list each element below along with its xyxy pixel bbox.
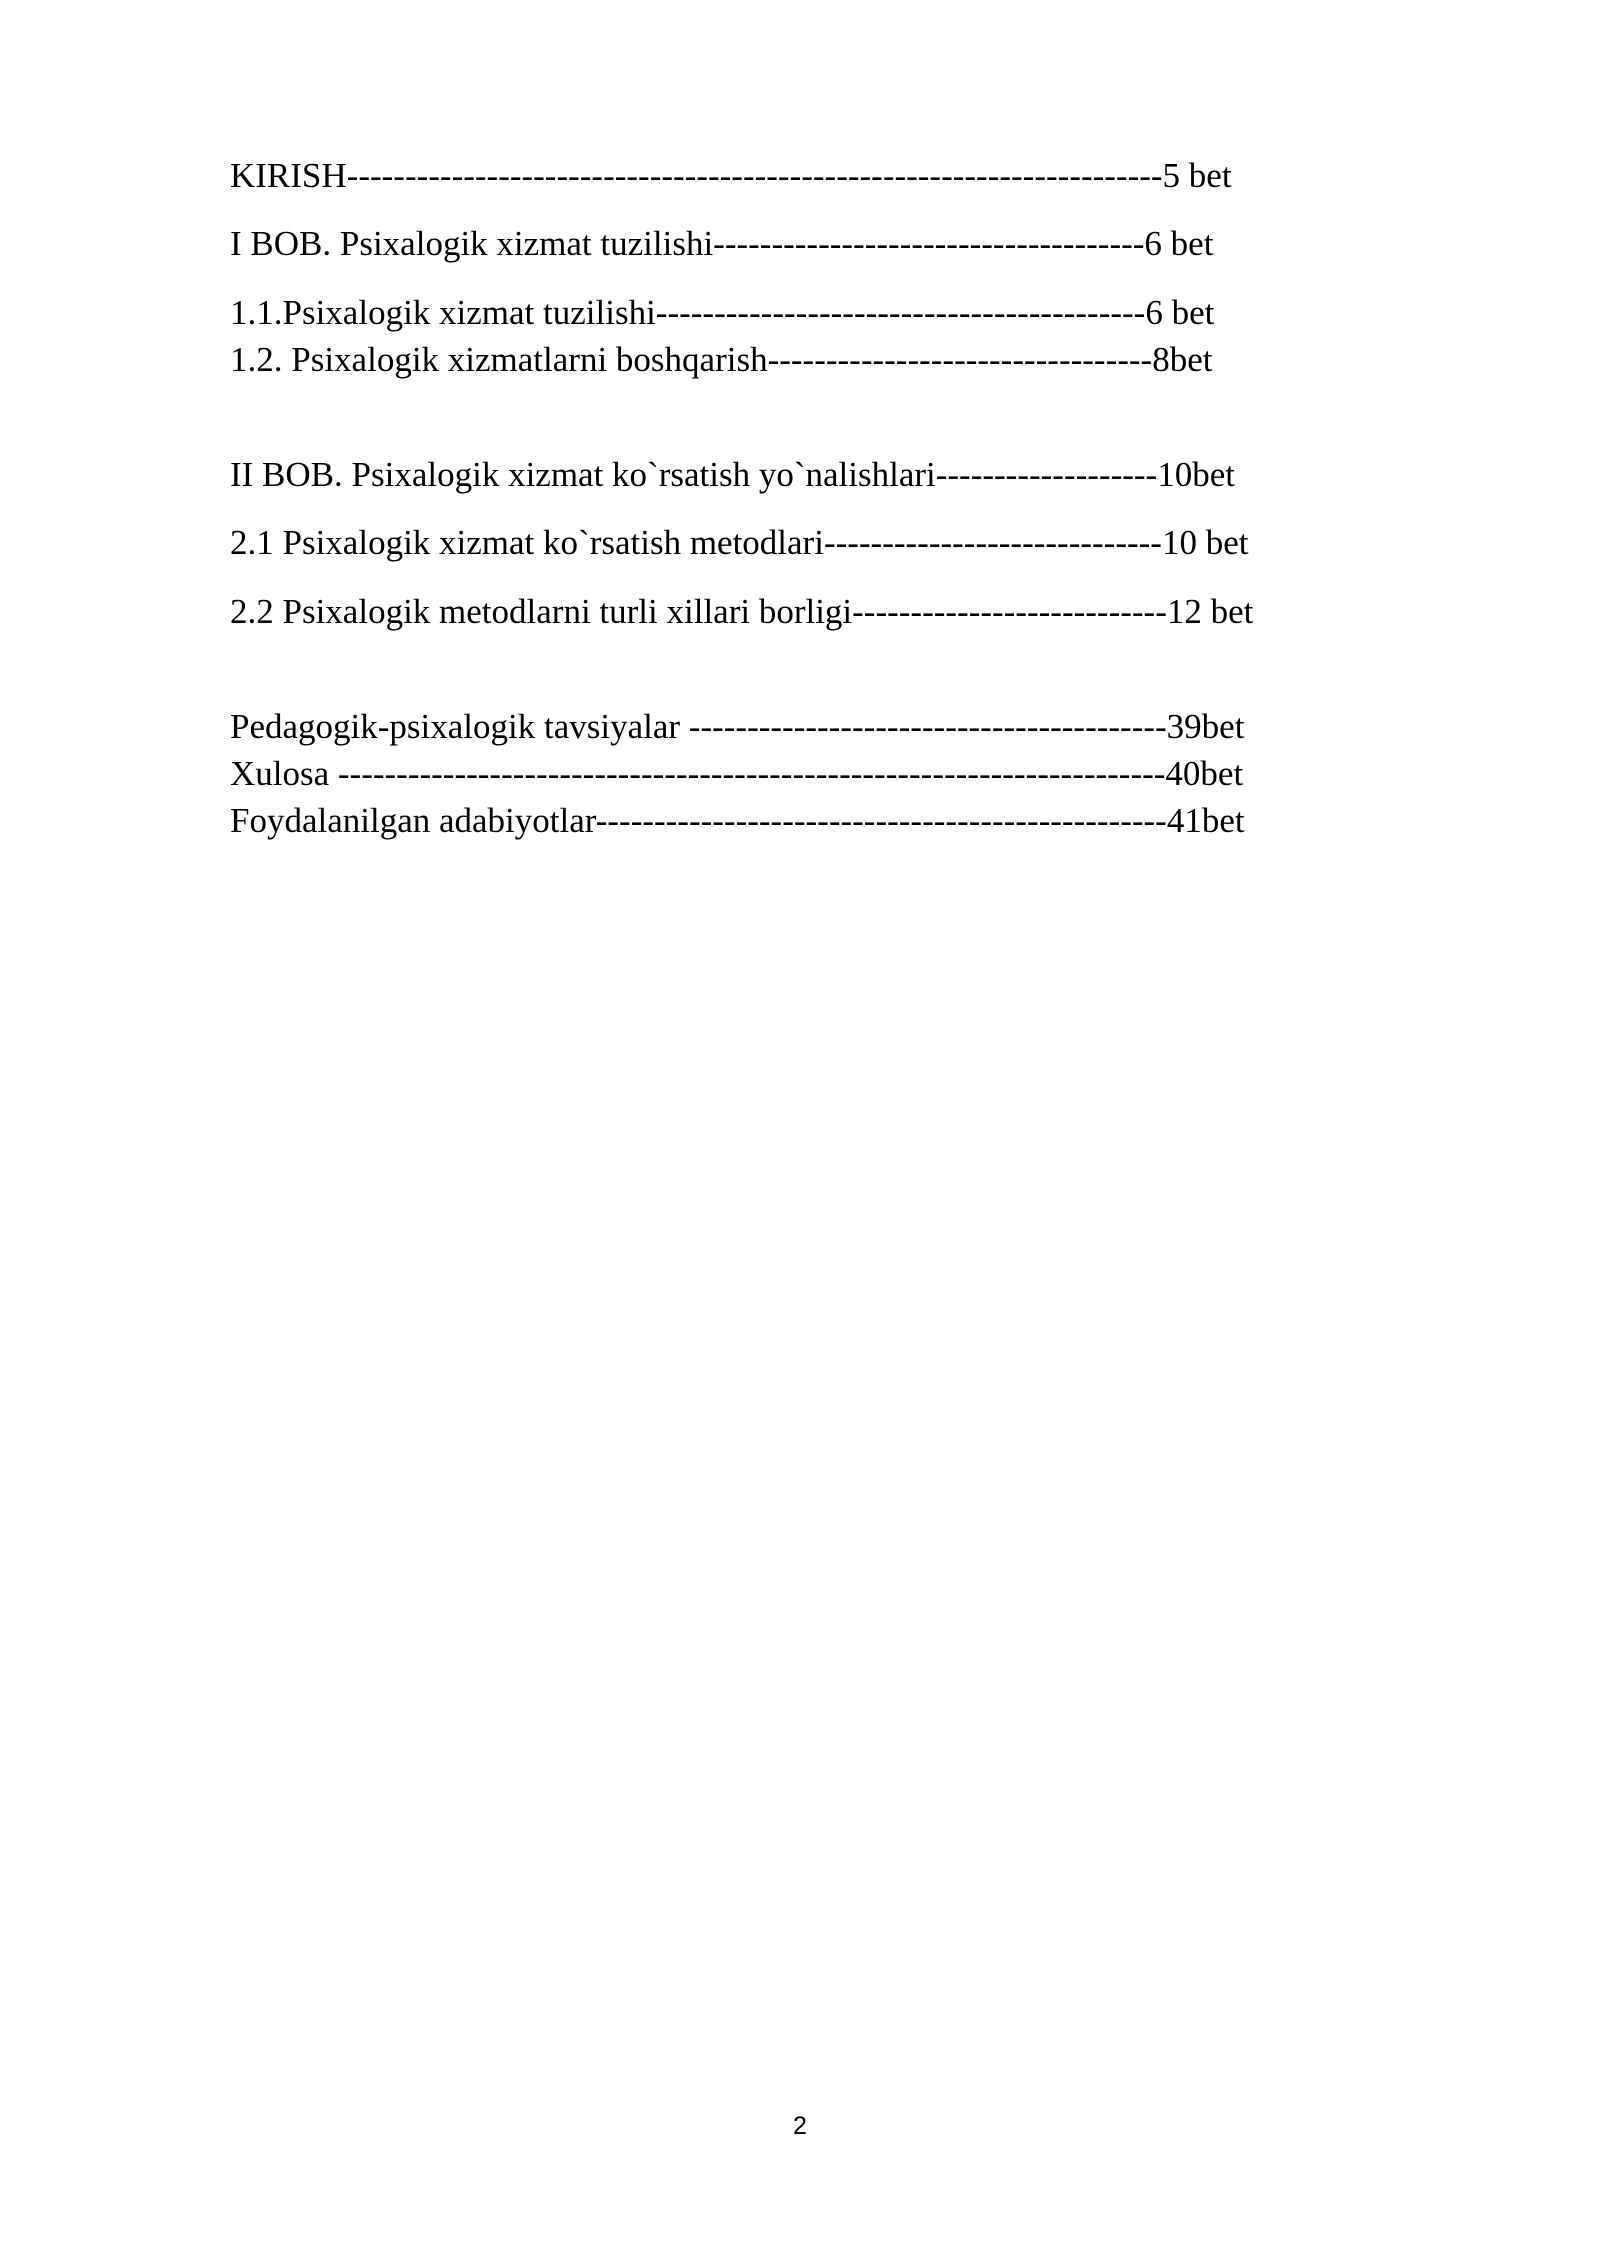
toc-entry-section-2-2: 2.2 Psixalogik metodlarni turli xillari borligi---------------------------12 bet: [230, 592, 1254, 631]
toc-entry-section-2-1: 2.1 Psixalogik xizmat ko`rsatish metodlari-----------------------------10 bet: [230, 523, 1249, 562]
toc-entry-conclusion: Xulosa -----------------------------------------------------------------------40bet: [230, 754, 1244, 793]
toc-entry-references: Foydalanilgan adabiyotlar-------------------------------------------------41bet: [230, 801, 1245, 840]
toc-entry-section-1-2: 1.2. Psixalogik xizmatlarni boshqarish---------------------------------8bet: [230, 340, 1213, 379]
toc-entry-section-1-1: 1.1.Psixalogik xizmat tuzilishi------------------------------------------6 bet: [230, 293, 1215, 332]
toc-entry-kirish: KIRISH----------------------------------------------------------------------5 bet: [230, 156, 1232, 195]
toc-entry-chapter-2: II BOB. Psixalogik xizmat ko`rsatish yo`nalishlari-------------------10bet: [230, 455, 1235, 494]
toc-entry-chapter-1: I BOB. Psixalogik xizmat tuzilishi-------------------------------------6 bet: [230, 224, 1214, 263]
page-number: 2: [793, 2112, 807, 2140]
toc-entry-recommendations: Pedagogik-psixalogik tavsiyalar -----------------------------------------39bet: [230, 707, 1245, 746]
